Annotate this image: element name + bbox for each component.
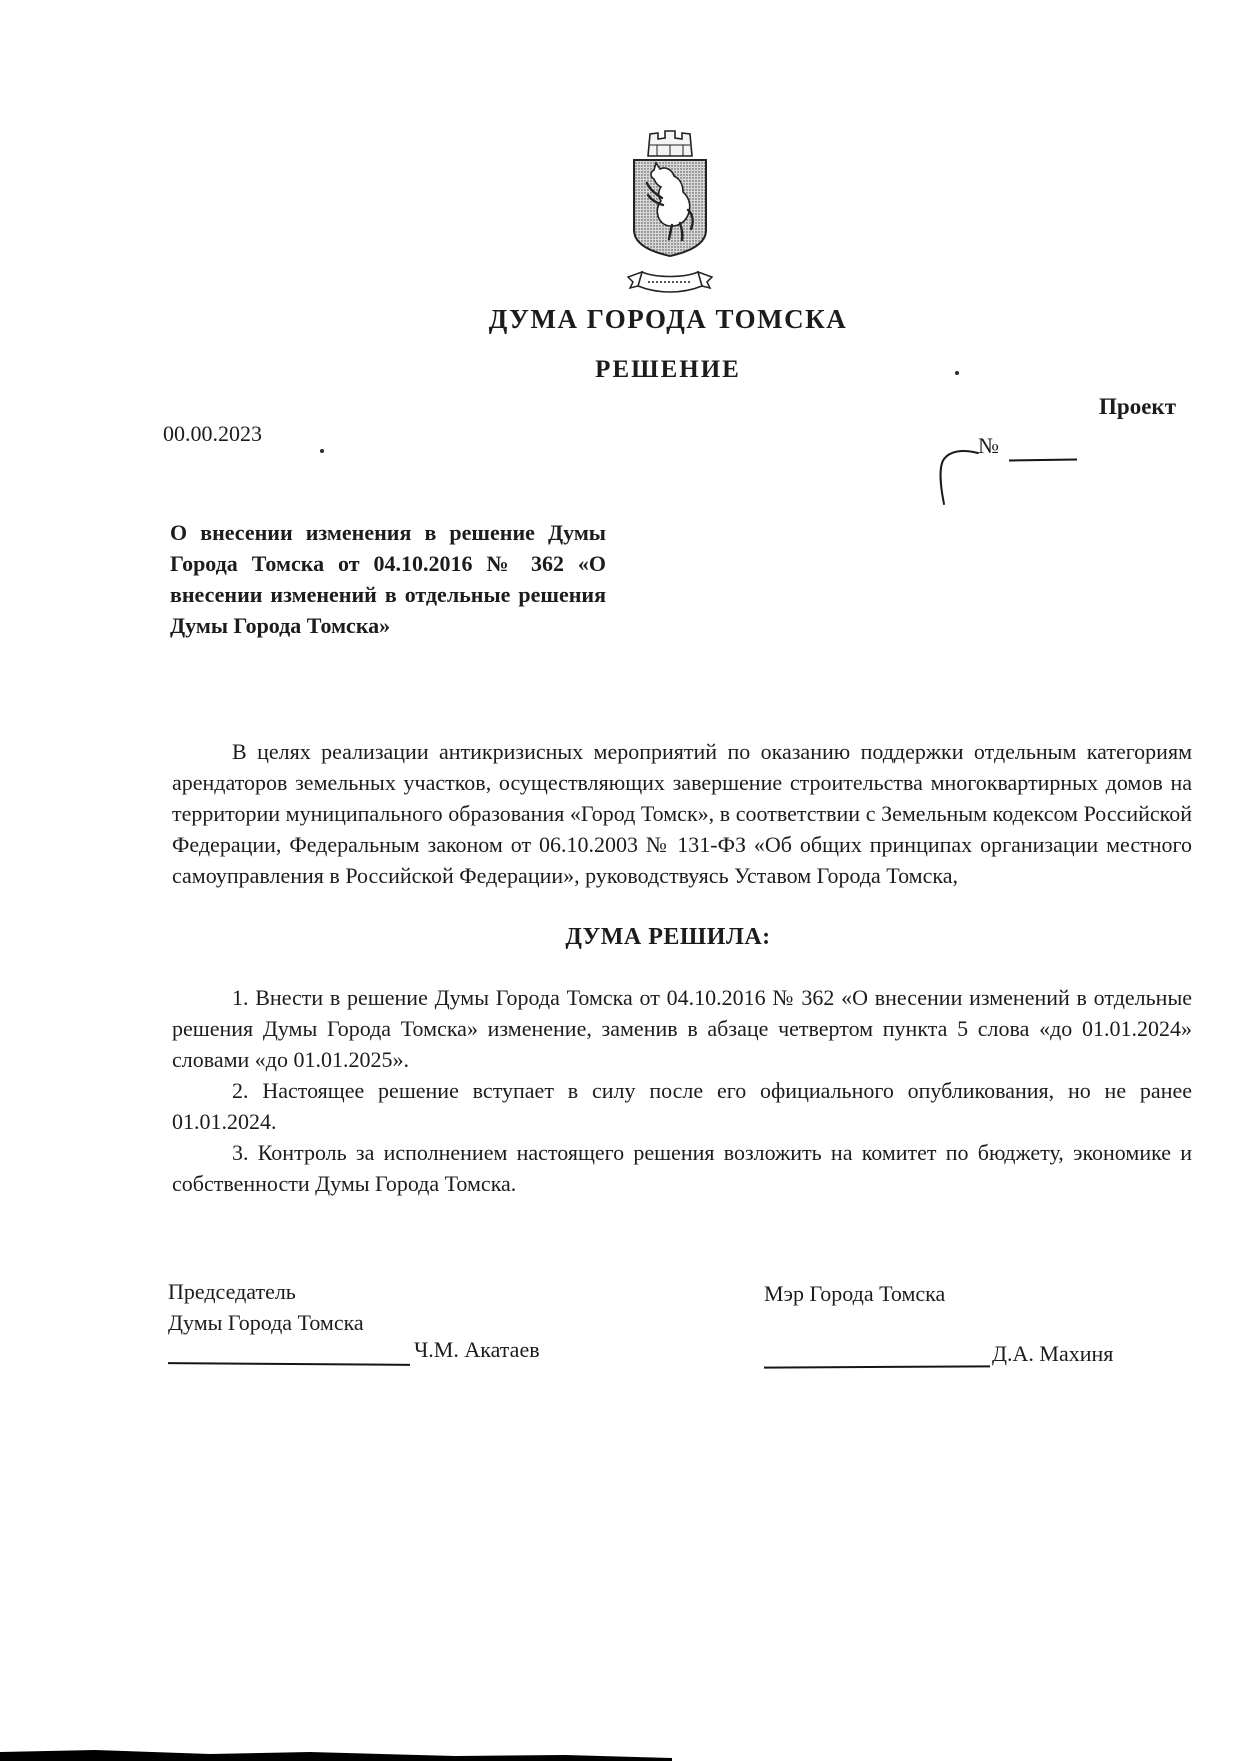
mural-crown [648, 131, 692, 156]
resolution-item-1: 1. Внести в решение Думы Города Томска от 04.10.2016 № 362 «О внесении изменений в отдельные решения Думы Города Томска» изменение, заменив в абзаце четвертом пункта 5 слова «до 01.01.2024» словами «до 01.01.2025». [172, 985, 1192, 1072]
scan-speck [320, 449, 324, 453]
signature-right-name: Д.А. Махиня [992, 1341, 1114, 1366]
resolution-item-2: 2. Настоящее решение вступает в силу после его официального опубликования, но не ранее 01.01.2024. [172, 1078, 1192, 1134]
document-subject: О внесении изменения в решение Думы Города Томска от 04.10.2016 № 362 «О внесении изменений в отдельные решения Думы Города Томска» [170, 520, 606, 638]
coat-of-arms-emblem [620, 126, 720, 304]
document-date: 00.00.2023 [163, 421, 262, 446]
handwritten-mark [928, 444, 984, 510]
preamble-paragraph: В целях реализации антикризисных мероприятий по оказанию поддержки отдельным категориям арендаторов земельных участков, осуществляющих завершение строительства многоквартирных домов на территории муниципального образования «Город Томск», в соответствии с Земельным кодексом Российской Федерации, Федеральным законом от 06.10.2003 № 131-ФЗ «Об общих принципах организации местного самоуправления в Российской Федерации», руководствуясь Уставом Города Томска, [172, 739, 1192, 888]
signature-right-role: Мэр Города Томска [764, 1281, 946, 1306]
organization-title: ДУМА ГОРОДА ТОМСКА [488, 304, 848, 334]
scan-speck [955, 371, 959, 375]
resolution-item-3: 3. Контроль за исполнением настоящего решения возложить на комитет по бюджету, экономике и собственности Думы Города Томска. [172, 1140, 1192, 1196]
signature-left-name: Ч.М. Акатаев [414, 1337, 540, 1362]
shield [634, 160, 706, 256]
motto-ribbon [628, 272, 712, 292]
signature-left-role-line1: Председатель [168, 1279, 296, 1304]
signature-left-role [168, 1276, 364, 1338]
resolution-heading: ДУМА РЕШИЛА: [565, 924, 771, 950]
scan-edge-artifact [0, 1747, 1246, 1761]
signature-left-role-line2: Думы Города Томска [168, 1310, 364, 1335]
document-type-title: РЕШЕНИЕ [595, 356, 741, 383]
project-label: Проект [1099, 394, 1176, 419]
document-number-blank-line [1009, 459, 1077, 462]
signature-left-line [168, 1362, 410, 1366]
resolution-items [172, 982, 1192, 1199]
document-number-label: № [978, 433, 999, 458]
signature-right-line [764, 1365, 990, 1368]
